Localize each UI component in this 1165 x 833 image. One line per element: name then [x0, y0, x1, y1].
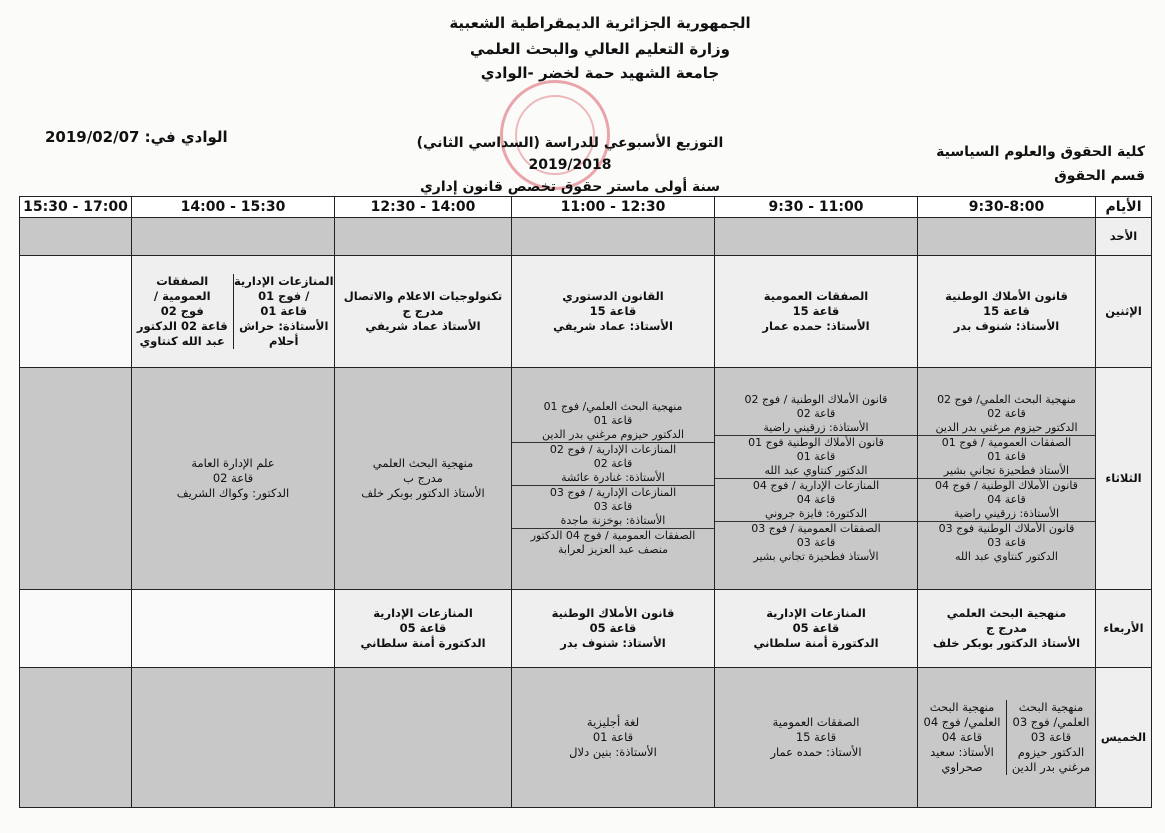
room: قاعة 01 — [592, 730, 634, 744]
split-cell — [132, 256, 335, 368]
room: قاعة 02 — [987, 407, 1026, 420]
header-line-1: الجمهورية الجزائرية الديمقراطية الشعبية — [449, 14, 751, 32]
class-cell — [715, 256, 918, 368]
slot-header: 11:00 - 9:30 — [715, 197, 918, 218]
room: قاعة 03 — [593, 500, 633, 513]
teacher: الأستاذة: غنادرة عائشة — [561, 471, 665, 484]
course-title: تكنولوجيات الاعلام والاتصال — [343, 289, 503, 303]
empty-cell — [715, 218, 918, 256]
empty-cell — [132, 218, 335, 256]
row-thursday — [20, 668, 1152, 808]
empty-cell — [132, 590, 335, 668]
course-title: منهجية البحث العلمي — [946, 606, 1067, 620]
schedule-table — [19, 196, 1152, 808]
slot-header: 12:30 - 11:00 — [512, 197, 715, 218]
room: مدرج ج — [986, 621, 1027, 635]
course-title: المنازعات الإدارية — [766, 606, 866, 620]
course-title: منهجية البحث العلمي/ فوج 03 — [1012, 700, 1090, 729]
course-title: منهجية البحث العلمي — [372, 456, 474, 470]
room: قاعة 02 الدكتور — [136, 319, 228, 333]
teacher: الأستاذ فطحيزة تجاني بشير — [753, 550, 879, 563]
day-label: الخميس — [1096, 668, 1152, 808]
slot-header: 15:30 - 14:00 — [132, 197, 335, 218]
day-label: الأحد — [1096, 218, 1152, 256]
course-title: منهجية البحث العلمي/ فوج 04 — [923, 700, 1001, 729]
stacked-container — [918, 393, 1095, 564]
room: قاعة 01 — [987, 450, 1026, 463]
teacher: الدكتورة أمنة سلطاني — [753, 636, 879, 650]
class-cell — [132, 368, 335, 590]
split-container — [132, 274, 334, 349]
row-tuesday — [20, 368, 1152, 590]
department-name: قسم الحقوق — [1054, 168, 1145, 184]
empty-cell — [918, 218, 1096, 256]
course-title: لغة أجليزية — [586, 715, 640, 729]
class-cell — [715, 590, 918, 668]
class-cell — [335, 590, 512, 668]
class-cell — [512, 256, 715, 368]
room: قاعة 02 — [796, 407, 836, 420]
class-cell — [335, 368, 512, 590]
course-title: الصفقات العمومية — [763, 289, 869, 303]
room: قاعة 04 — [987, 493, 1026, 506]
teacher: الدكتور حيزوم مرغني بدر الدين — [1011, 745, 1091, 774]
day-label: الأربعاء — [1096, 590, 1152, 668]
day-label: الإثنين — [1096, 256, 1152, 368]
group-cell — [1007, 700, 1095, 775]
class-cell — [715, 668, 918, 808]
group-session — [512, 529, 714, 557]
empty-cell — [335, 218, 512, 256]
room: قاعة 05 — [792, 621, 840, 635]
course-title: الصفقات العمومية — [772, 715, 860, 729]
course-title: الصفقات العمومية / فوج 03 — [751, 522, 881, 535]
room: قاعة 02 — [212, 471, 254, 485]
day-label: الثلاثاء — [1096, 368, 1152, 590]
group-session — [715, 479, 917, 522]
title-block — [380, 132, 760, 198]
teacher: الأستاذ: شنوف بدر — [560, 636, 666, 650]
split-cell — [918, 668, 1096, 808]
group-session — [918, 393, 1095, 436]
teacher: الأستاذة: بنين دلال — [569, 745, 657, 759]
schedule-title: التوزيع الأسبوعي للدراسة (السداسي الثاني) 2019/2018 — [416, 135, 724, 173]
empty-cell — [20, 590, 132, 668]
teacher: الدكتور كنتاوي عبد الله — [955, 550, 1058, 563]
slot-header: 14:00 - 12:30 — [335, 197, 512, 218]
course-title: الصفقات العمومية / فوج 04 الدكتور — [530, 529, 696, 542]
room: قاعة 15 — [792, 304, 840, 318]
teacher: عبد الله كنتاوي — [139, 334, 225, 348]
room: قاعة 01 — [260, 304, 308, 318]
row-sunday — [20, 218, 1152, 256]
teacher: الأستاذ: حمده عمار — [770, 745, 862, 759]
course-title: علم الإدارة العامة — [191, 456, 275, 470]
room: قاعة 05 — [589, 621, 637, 635]
course-title: المنازعات الإدارية / فوج 02 — [549, 443, 677, 456]
teacher: الأستاذة: حراش أحلام — [239, 319, 329, 348]
course-title: الصفقات العمومية / — [153, 274, 211, 303]
class-cell — [335, 256, 512, 368]
room: مدرج ج — [402, 304, 444, 318]
teacher: الأستاذ الدكتور بوبكر خلف — [932, 636, 1081, 650]
course-title: المنازعات الإدارية — [233, 274, 334, 288]
room: قاعة 15 — [795, 730, 837, 744]
teacher: الدكتور حيزوم مرغني بدر الدين — [542, 428, 684, 441]
group-session — [715, 522, 917, 564]
teacher: الأستاذ فطحيزة تجاني بشير — [943, 464, 1070, 477]
group-cell — [918, 700, 1007, 775]
days-header: الأيام — [1096, 197, 1152, 218]
teacher: الأستاذ: سعيد صحراوي — [930, 745, 994, 774]
room: قاعة 15 — [589, 304, 637, 318]
course-title: قانون الأملاك الوطنية فوج 01 — [748, 436, 884, 449]
class-cell — [512, 590, 715, 668]
schedule-subtitle: سنة أولى ماستر حقوق تخصص قانون إداري — [419, 179, 721, 195]
room: قاعة 03 — [987, 536, 1026, 549]
class-cell — [918, 590, 1096, 668]
class-cell — [512, 668, 715, 808]
group: فوج 02 — [160, 304, 204, 318]
teacher: الأستاذة: زرقيني راضية — [953, 507, 1060, 520]
group-session — [918, 522, 1095, 564]
empty-cell — [20, 668, 132, 808]
room: قاعة 15 — [983, 304, 1030, 318]
header-line-3: جامعة الشهيد حمة لخضر -الوادي — [480, 64, 720, 82]
room: قاعة 03 — [1030, 730, 1072, 744]
group: / فوج 01 — [258, 289, 310, 303]
stacked-cell — [918, 368, 1096, 590]
teacher: الدكتورة أمنة سلطاني — [360, 636, 486, 650]
teacher: الأستاذ: عماد شريفي — [553, 319, 673, 333]
faculty-block — [936, 140, 1145, 188]
group-session — [715, 393, 917, 436]
course-title: المنازعات الإدارية / فوج 04 — [752, 479, 880, 492]
stacked-cell — [715, 368, 918, 590]
room: قاعة 04 — [941, 730, 983, 744]
room: قاعة 05 — [399, 621, 447, 635]
room: قاعة 04 — [796, 493, 836, 506]
room: مدرج ب — [403, 471, 443, 485]
faculty-name: كلية الحقوق والعلوم السياسية — [936, 144, 1145, 160]
room: قاعة 03 — [796, 536, 836, 549]
stacked-cell — [512, 368, 715, 590]
header-row — [20, 197, 1152, 218]
row-wednesday — [20, 590, 1152, 668]
stacked-container — [512, 400, 714, 557]
empty-cell — [132, 668, 335, 808]
slot-header: 17:00 - 15:30 — [20, 197, 132, 218]
teacher: الأستاذ: شنوف بدر — [953, 319, 1060, 333]
room: قاعة 01 — [796, 450, 836, 463]
teacher: الأستاذ الدكتور بوبكر خلف — [361, 486, 485, 500]
split-container — [918, 700, 1095, 775]
empty-cell — [20, 368, 132, 590]
course-title: القانون الدستوري — [562, 289, 664, 303]
group-session — [512, 443, 714, 486]
teacher: الأستاذة: بوخزنة ماجدة — [560, 514, 666, 527]
course-title: المنازعات الإدارية — [373, 606, 473, 620]
header-line-2: وزارة التعليم العالي والبحث العلمي — [469, 40, 731, 58]
empty-cell — [335, 668, 512, 808]
class-cell — [918, 256, 1096, 368]
course-title: قانون الأملاك الوطنية — [945, 289, 1068, 303]
course-title: منهجية البحث العلمي/ فوج 02 — [937, 393, 1076, 406]
group-session — [918, 479, 1095, 522]
course-title: الصفقات العمومية / فوج 01 — [941, 436, 1072, 449]
course-title: قانون الأملاك الوطنية / فوج 04 — [935, 479, 1078, 492]
teacher: الدكتور حيزوم مرغني بدر الدين — [935, 421, 1078, 434]
course-title: قانون الأملاك الوطنية فوج 03 — [938, 522, 1075, 535]
teacher: الأستاذ: حمده عمار — [762, 319, 870, 333]
course-title: منهجية البحث العلمي/ فوج 01 — [543, 400, 683, 413]
teacher: منصف عبد العزيز لعرابة — [558, 543, 668, 556]
group-cell — [234, 274, 335, 349]
stacked-container — [715, 393, 917, 564]
teacher: الدكتور كنتاوي عبد الله — [764, 464, 868, 477]
teacher: الدكتور: وكواك الشريف — [176, 486, 290, 500]
group-session — [512, 486, 714, 529]
empty-cell — [20, 256, 132, 368]
teacher: الدكتورة: فايزة جروني — [764, 507, 868, 520]
teacher: الأستاذ عماد شريفي — [365, 319, 481, 333]
document-date: الوادي في: 2019/02/07 — [45, 128, 228, 146]
course-title: المنازعات الإدارية / فوج 03 — [549, 486, 677, 499]
course-title: قانون الأملاك الوطنية / فوج 02 — [744, 393, 888, 406]
group-session — [715, 436, 917, 479]
group-session — [918, 436, 1095, 479]
row-monday — [20, 256, 1152, 368]
group-session — [512, 400, 714, 443]
course-title: قانون الأملاك الوطنية — [551, 606, 675, 620]
empty-cell — [20, 218, 132, 256]
room: قاعة 02 — [593, 457, 633, 470]
slot-header: 9:30-8:00 — [918, 197, 1096, 218]
room: قاعة 01 — [593, 414, 633, 427]
group-cell — [132, 274, 234, 349]
empty-cell — [512, 218, 715, 256]
teacher: الأستاذة: زرقيني راضية — [763, 421, 869, 434]
